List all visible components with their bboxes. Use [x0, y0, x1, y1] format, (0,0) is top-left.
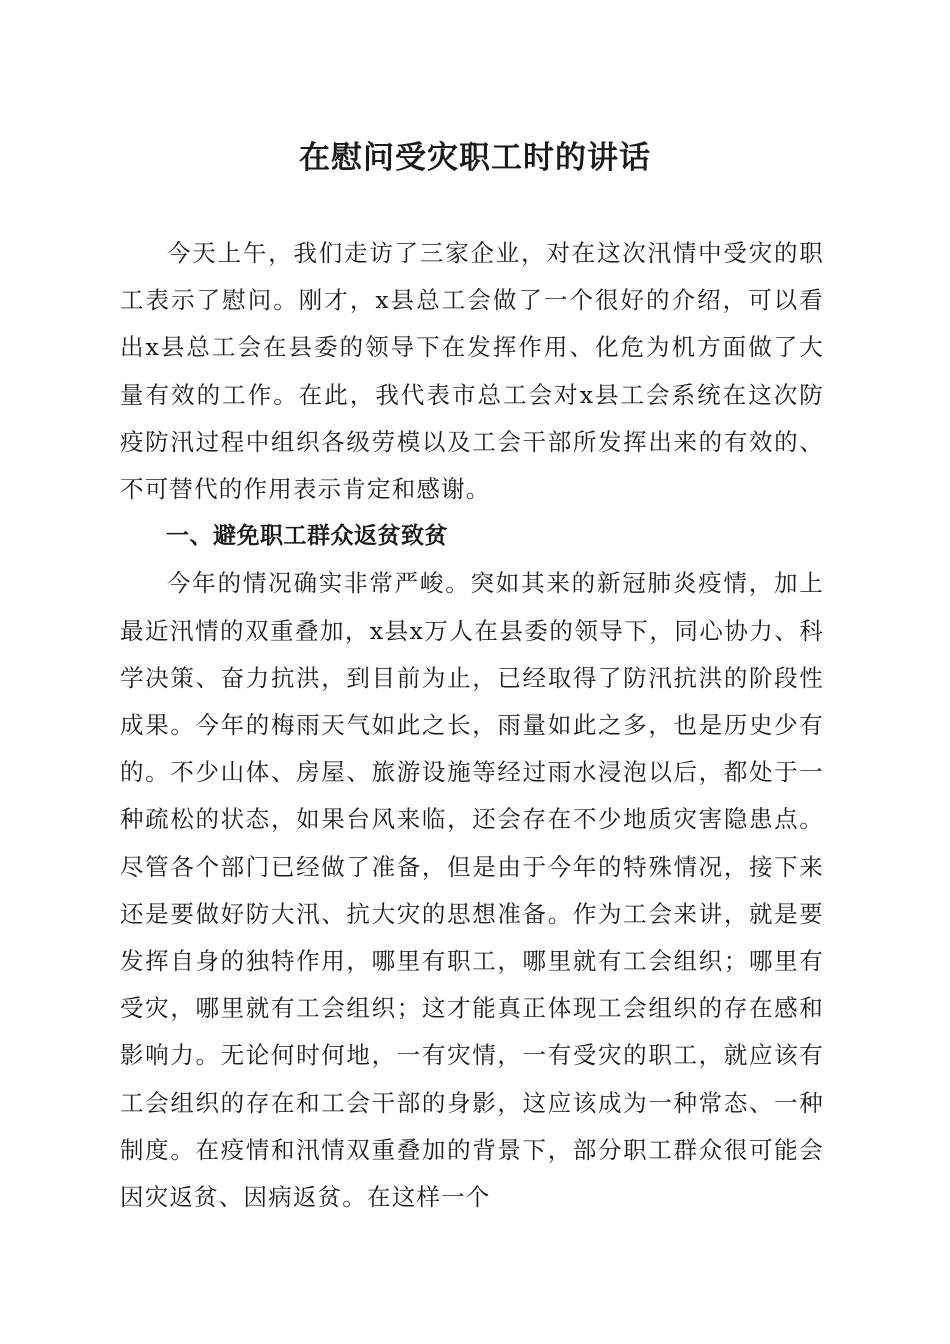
section-1-paragraph: 今年的情况确实非常严峻。突如其来的新冠肺炎疫情，加上最近汛情的双重叠加，x县x万人在县委的领导下，同心协力、科学决策、奋力抗洪，到目前为止，已经取得了防汛抗洪的阶段性成果。今年的梅雨天气如此之长，雨量如此之多，也是历史少有的。不少山体、房屋、旅游设施等经过雨水浸泡以后，都处于一种疏松的状态，如果台风来临，还会存在不少地质灾害隐患点。尽管各个部门已经做了准备，但是由于今年的特殊情况，接下来还是要做好防大汛、抗大灾的思想准备。作为工会来讲，就是要发挥自身的独特作用，哪里有职工，哪里就有工会组织；哪里有受灾，哪里就有工会组织；这才能真正体现工会组织的存在感和影响力。无论何时何地，一有灾情，一有受灾的职工，就应该有工会组织的存在和工会干部的身影，这应该成为一种常态、一种制度。在疫情和汛情双重叠加的背景下，部分职工群众很可能会因灾返贫、因病返贫。在这样一个	[120, 569, 824, 1212]
section-heading-1: 一、避免职工群众返贫致贫	[166, 523, 448, 550]
document-title: 在慰问受灾职工时的讲话	[299, 140, 651, 176]
intro-paragraph: 今天上午，我们走访了三家企业，对在这次汛情中受灾的职工表示了慰问。刚才，x县总工会做了一个很好的介绍，可以看出x县总工会在县委的领导下在发挥作用、化危为机方面做了大量有效的工作。在此，我代表市总工会对x县工会系统在这次防疫防汛过程中组织各级劳模以及工会干部所发挥出来的有效的、不可替代的作用表示肯定和感谢。	[120, 239, 824, 504]
document-body	[120, 230, 824, 1221]
